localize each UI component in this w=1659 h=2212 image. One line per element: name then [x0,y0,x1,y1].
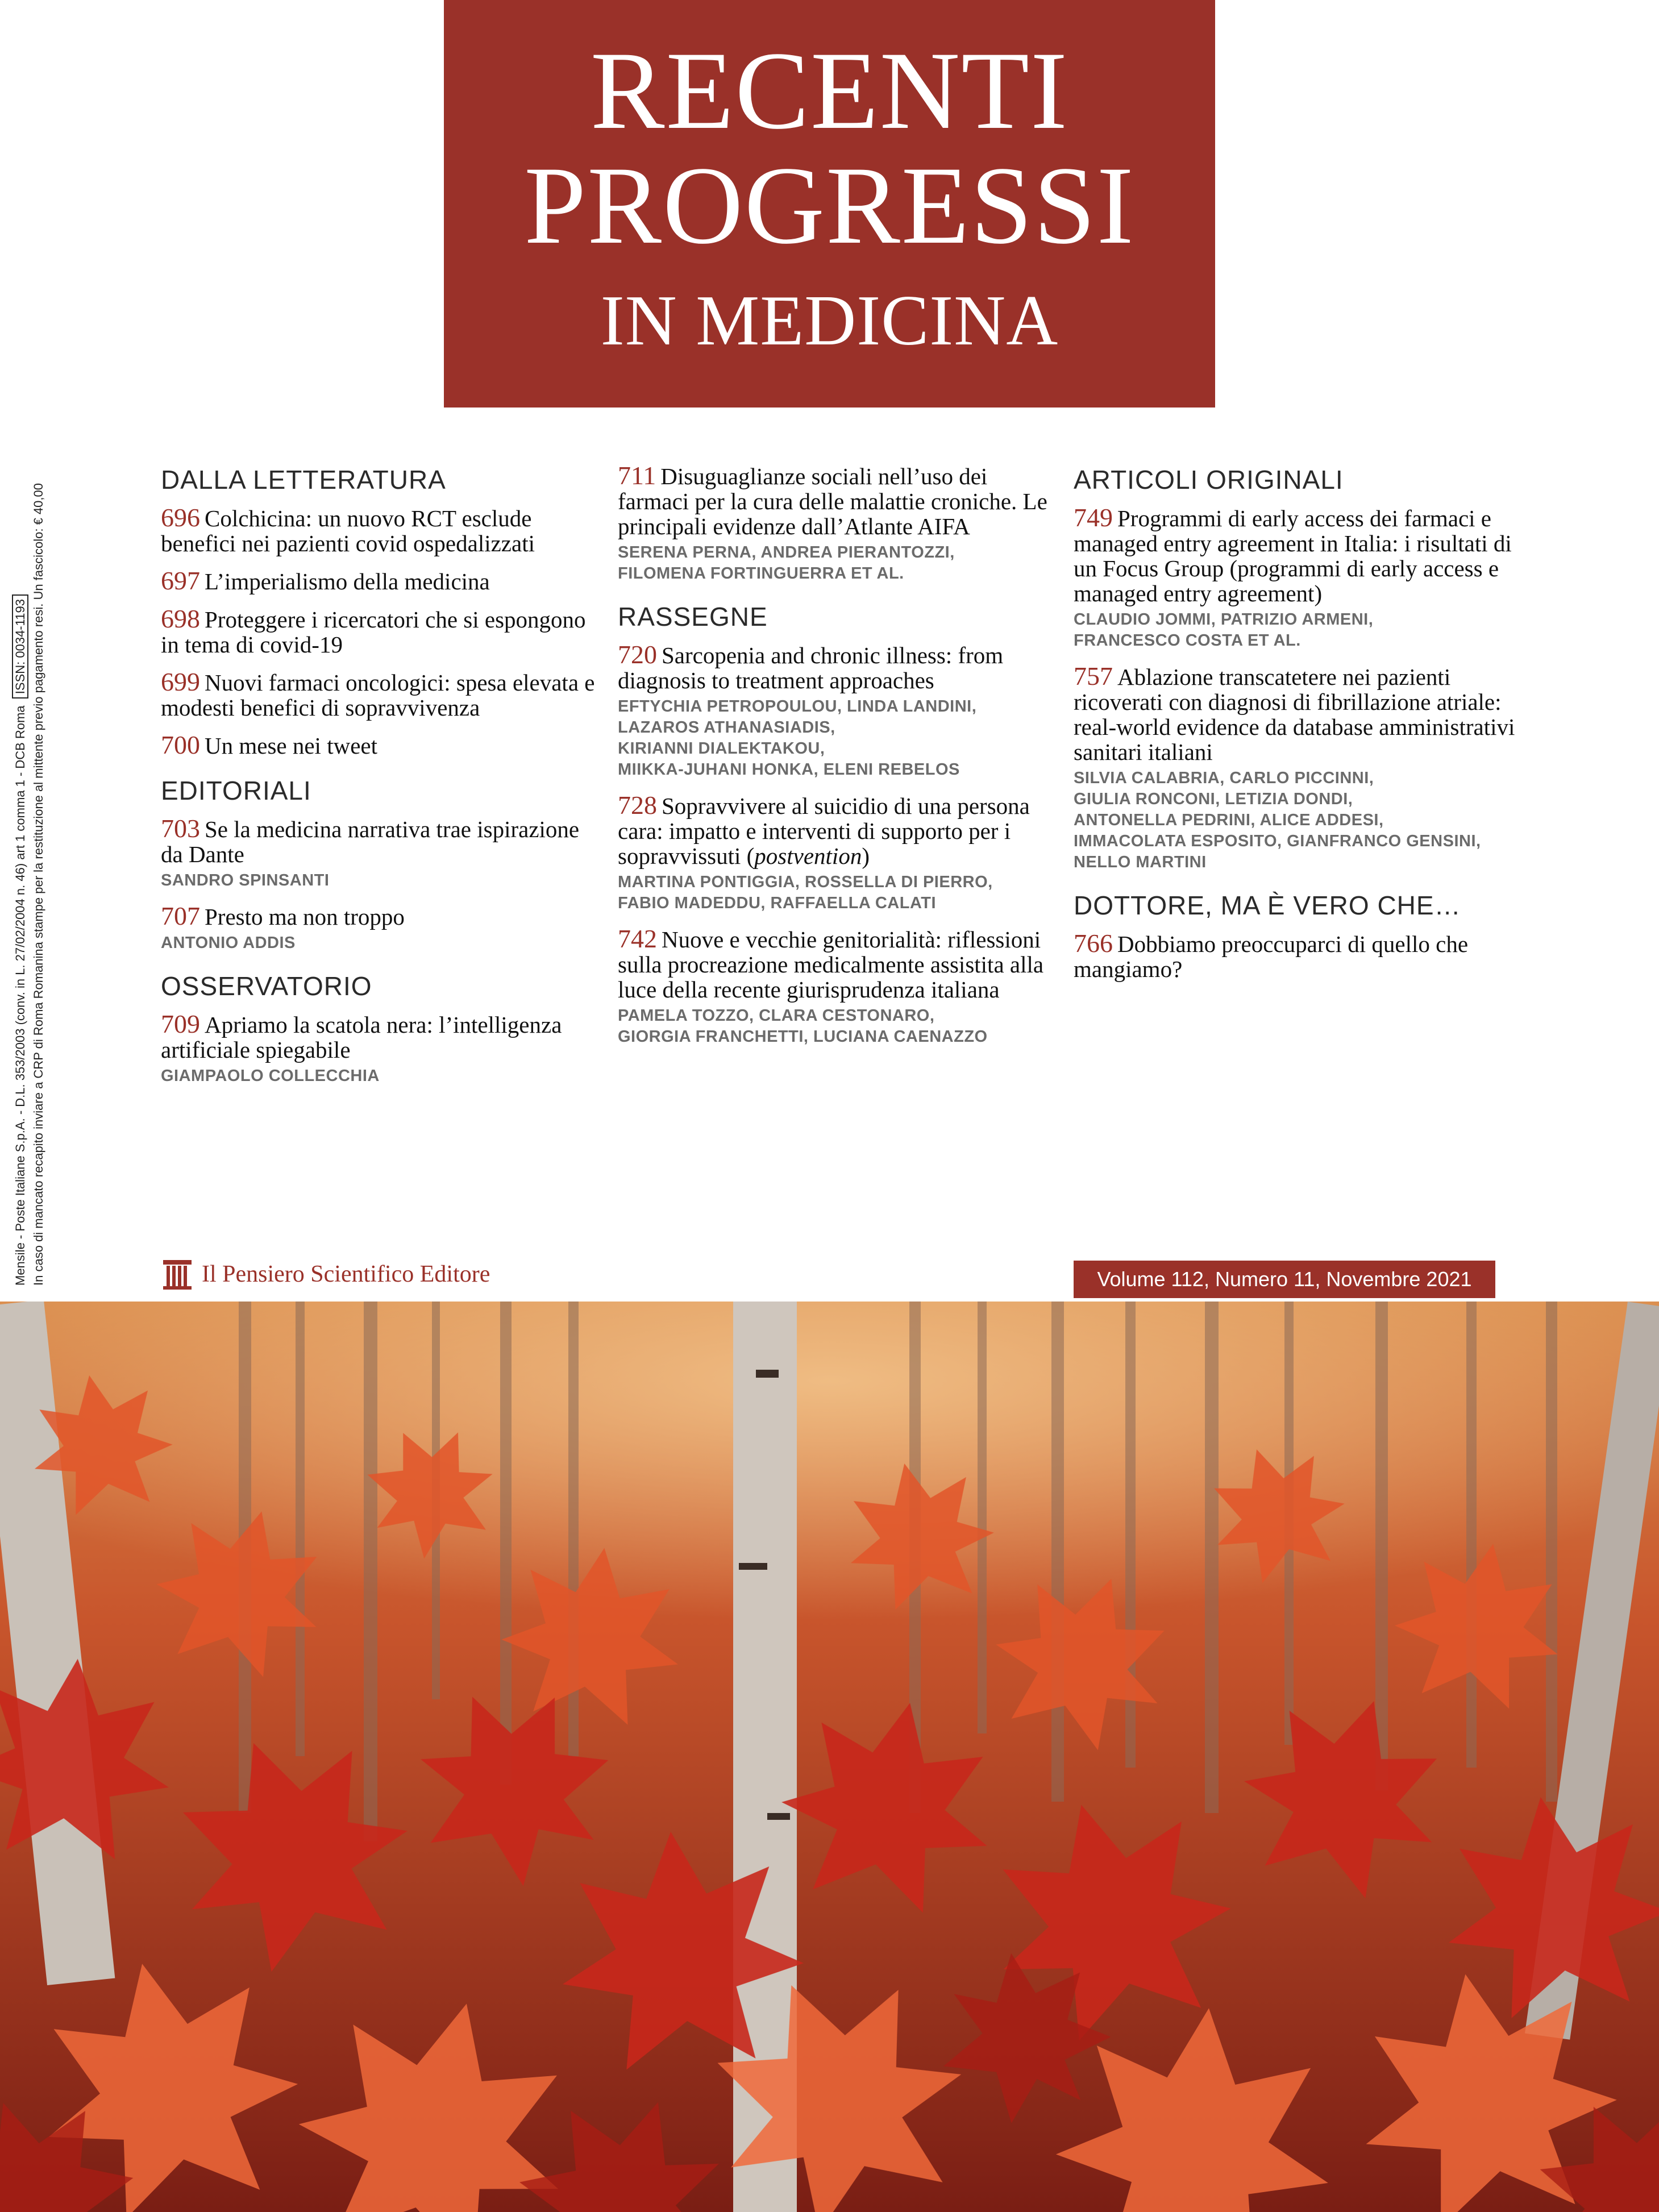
toc-entry[interactable] [1074,931,1517,982]
toc-entry[interactable] [618,793,1061,914]
page-number: 700 [161,730,200,759]
publisher-logo [161,1257,490,1291]
page-number: 703 [161,814,200,843]
toc-entry[interactable] [618,642,1061,780]
toc-entry[interactable] [1074,505,1517,651]
publisher-name: Il Pensiero Scientifico Editore [202,1261,490,1287]
article-title: L’imperialismo della medicina [205,568,490,594]
article-title: Proteggere i ricercatori che si espongono in tema di covid-19 [161,606,586,658]
section-heading: EDITORIALI [161,776,311,805]
article-title: Ablazione transcatetere nei pazienti ricoverati con diagnosi di fibrillazione atriale: real-world evidence da database amministrativi sanitari italiani [1074,664,1515,765]
article-title: Colchicina: un nuovo RCT esclude benefici nei pazienti covid ospedalizzati [161,505,535,556]
section-heading: DOTTORE, MA È VERO CHE… [1074,891,1461,920]
article-authors: SERENA PERNA, ANDREA PIERANTOZZI, FILOMENA FORTINGUERRA ET AL. [618,543,955,583]
toc-column-3 [1074,463,1517,994]
toc-entry[interactable] [161,568,604,594]
page-number: 707 [161,901,200,930]
title-recenti: RECENTI [590,29,1069,152]
article-title-end: ) [862,843,870,869]
section-heading: DALLA LETTERATURA [161,465,446,494]
article-title: Sarcopenia and chronic illness: from diagnosis to treatment approaches [618,642,1004,693]
page-number: 709 [161,1009,200,1038]
autumn-forest-image [0,1302,1659,2212]
article-title: Apriamo la scatola nera: l’intelligenza artificiale spiegabile [161,1012,562,1063]
article-title: Presto ma non troppo [205,904,405,930]
postal-text: Mensile - Poste Italiane S.p.A. - D.L. 353/2003 (conv. in L. 27/02/2004 n. 46) art 1 comma 1 - DCB Roma [13,705,27,1286]
page-number: 720 [618,640,657,669]
page-number: 757 [1074,662,1113,691]
toc-column-2 [618,463,1061,1060]
toc-column-1 [161,463,604,1099]
postal-line-1 [11,467,30,1286]
postal-line-2: In caso di mancato recapito inviare a CRP di Roma Romanina stampe per la restituzione al mittente previo pagamento resi. Un fascicolo: € 40,00 [31,483,45,1286]
cover-photo [0,1302,1659,2212]
toc-entry[interactable] [161,505,604,556]
toc-entry[interactable] [1074,664,1517,873]
article-title: Un mese nei tweet [205,733,377,759]
section-heading: OSSERVATORIO [161,971,372,1001]
article-title: Nuovi farmaci oncologici: spesa elevata e modesti benefici di sopravvivenza [161,670,595,721]
article-authors: MARTINA PONTIGGIA, ROSSELLA DI PIERRO, FABIO MADEDDU, RAFFAELLA CALATI [618,873,993,912]
article-authors: PAMELA TOZZO, CLARA CESTONARO, GIORGIA FRANCHETTI, LUCIANA CAENAZZO [618,1007,988,1046]
article-authors: SILVIA CALABRIA, CARLO PICCINNI, GIULIA RONCONI, LETIZIA DONDI, ANTONELLA PEDRINI, ALICE ADDESI, IMMACOLATA ESPOSITO, GIANFRANCO GENSINI, NELLO MARTINI [1074,769,1481,871]
page-number: 696 [161,503,200,532]
toc-entry[interactable] [161,667,604,721]
volume-info-badge: Volume 112, Numero 11, Novembre 2021 [1074,1261,1495,1298]
article-authors: CLAUDIO JOMMI, PATRIZIO ARMENI, FRANCESCO COSTA ET AL. [1074,610,1374,650]
toc-entry[interactable] [161,816,604,891]
article-authors: ANTONIO ADDIS [161,934,296,952]
section-heading: ARTICOLI ORIGINALI [1074,465,1344,494]
section-heading: RASSEGNE [618,602,768,631]
postal-info-sidebar [11,467,51,1286]
page-number: 728 [618,791,657,820]
toc-entry[interactable] [618,463,1061,584]
toc-entry[interactable] [618,926,1061,1047]
page-number: 766 [1074,929,1113,958]
masthead [444,0,1215,408]
article-title: Nuove e vecchie genitorialità: riflessioni sulla procreazione medicalmente assistita alla luce della recente giurisprudenza italiana [618,926,1044,1003]
title-progressi: PROGRESSI [524,144,1135,267]
article-title: Dobbiamo preoccuparci di quello che mangiamo? [1074,931,1469,982]
article-title: Programmi di early access dei farmaci e managed entry agreement in Italia: i risultati di un Focus Group (programmi di early access e managed entry agreement) [1074,505,1512,606]
article-authors: GIAMPAOLO COLLECCHIA [161,1067,380,1085]
article-title: Se la medicina narrativa trae ispirazione da Dante [161,816,580,867]
page-number: 697 [161,566,200,595]
page-number: 698 [161,604,200,633]
issn-box: ISSN: 0034-1193 [12,594,28,698]
article-authors: SANDRO SPINSANTI [161,871,330,889]
page-number: 749 [1074,503,1113,532]
article-title: Disuguaglianze sociali nell’uso dei farmaci per la cura delle malattie croniche. Le principali evidenze dall’Atlante AIFA [618,463,1047,539]
toc-entry[interactable] [161,901,604,954]
article-title: Sopravvivere al suicidio di una persona cara: impatto e interventi di supporto per i sopravvissuti ( [618,793,1030,869]
article-title-italic: postvention [754,843,862,869]
page-number: 742 [618,924,657,953]
column-logo-icon [161,1258,194,1291]
toc-entry[interactable] [161,1009,604,1087]
toc-entry[interactable] [161,606,604,657]
title-in-medicina: IN MEDICINA [600,281,1059,360]
toc-entry[interactable] [161,730,604,759]
page-number: 699 [161,667,200,696]
article-authors: EFTYCHIA PETROPOULOU, LINDA LANDINI, LAZAROS ATHANASIADIS, KIRIANNI DIALEKTAKOU, MIIKKA-JUHANI HONKA, ELENI REBELOS [618,697,977,779]
page-number: 711 [618,461,656,490]
